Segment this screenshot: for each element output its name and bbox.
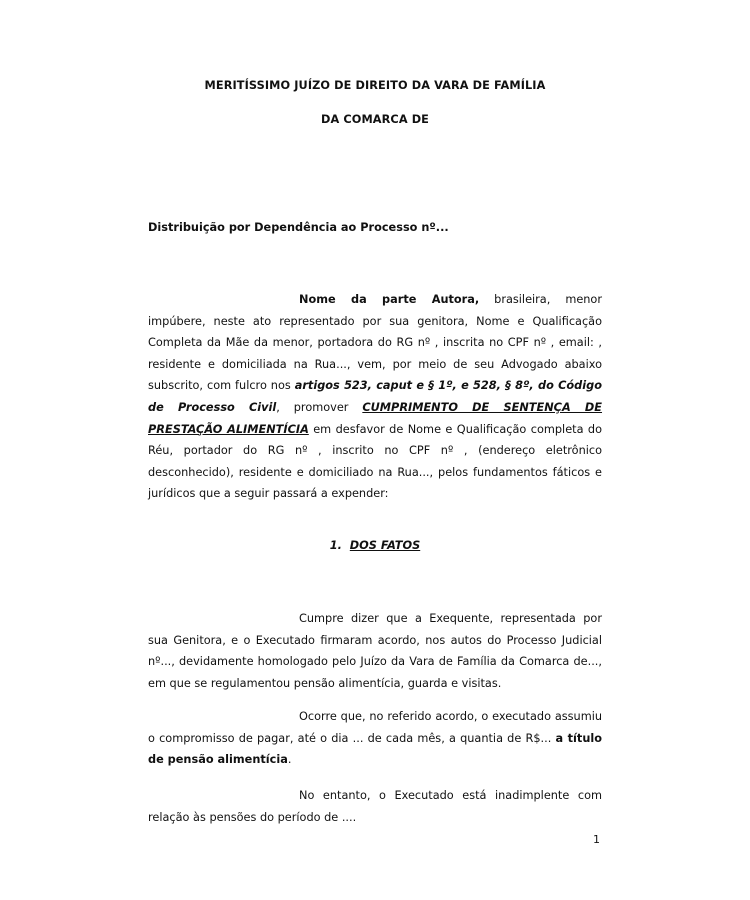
action-title: CUMPRIMENTO DE SENTENÇA DE PRESTAÇÃO ALIMENTÍCIA <box>148 400 603 436</box>
distribution-line: Distribuição por Dependência ao Processo nº... <box>148 221 449 234</box>
facts-p2-text: Ocorre que, no referido acordo, o executado assumiu o compromisso de pagar, até o dia ... de cada mês, a quantia de R$... <box>148 710 602 745</box>
section-title: DOS FATOS <box>349 539 421 552</box>
legal-reference: artigos 523, caput e § 1º, e 528, § 8º, do Código de Processo Civil <box>148 379 602 414</box>
facts-paragraph-2 <box>148 706 602 771</box>
section-number: 1. <box>329 539 342 552</box>
intro-text-a: brasileira, menor impúbere, neste ato representado por sua genitora, Nome e Qualificação Completa da Mãe da menor, portadora do RG nº , inscrita no CPF nº , email: , residente e domiciliada na Rua..., vem, por meio de seu Advogado abaixo subscrito, com fulcro nos <box>148 293 602 393</box>
intro-text-c: em desfavor de Nome e Qualificação completa do Réu, portador do RG nº , inscrito no CPF nº , (endereço eletrônico desconhecido), residente e domiciliado na Rua..., pelos fundamentos fáticos e jurídicos que a seguir passará a expender: <box>148 422 602 501</box>
court-header-line1: MERITÍSSIMO JUÍZO DE DIREITO DA VARA DE FAMÍLIA <box>204 79 546 92</box>
intro-paragraph <box>148 289 602 505</box>
facts-p2-end: . <box>287 753 292 767</box>
intro-text-b: , promover <box>276 400 363 414</box>
page-number: 1 <box>593 833 600 846</box>
facts-p2-bold: a título de pensão alimentícia <box>148 731 603 767</box>
facts-paragraph-1: Cumpre dizer que a Exequente, representada por sua Genitora, e o Executado firmaram acordo, nos autos do Processo Judicial nº..., devidamente homologado pelo Juízo da Vara de Família da Comarca de..., em que se regulamentou pensão alimentícia, guarda e visitas. <box>148 612 602 690</box>
section-heading <box>0 539 750 552</box>
court-header-line2: DA COMARCA DE <box>321 113 429 126</box>
facts-paragraph-3: No entanto, o Executado está inadimplente com relação às pensões do período de .... <box>148 789 602 824</box>
party-name: Nome da parte Autora, <box>299 293 480 306</box>
